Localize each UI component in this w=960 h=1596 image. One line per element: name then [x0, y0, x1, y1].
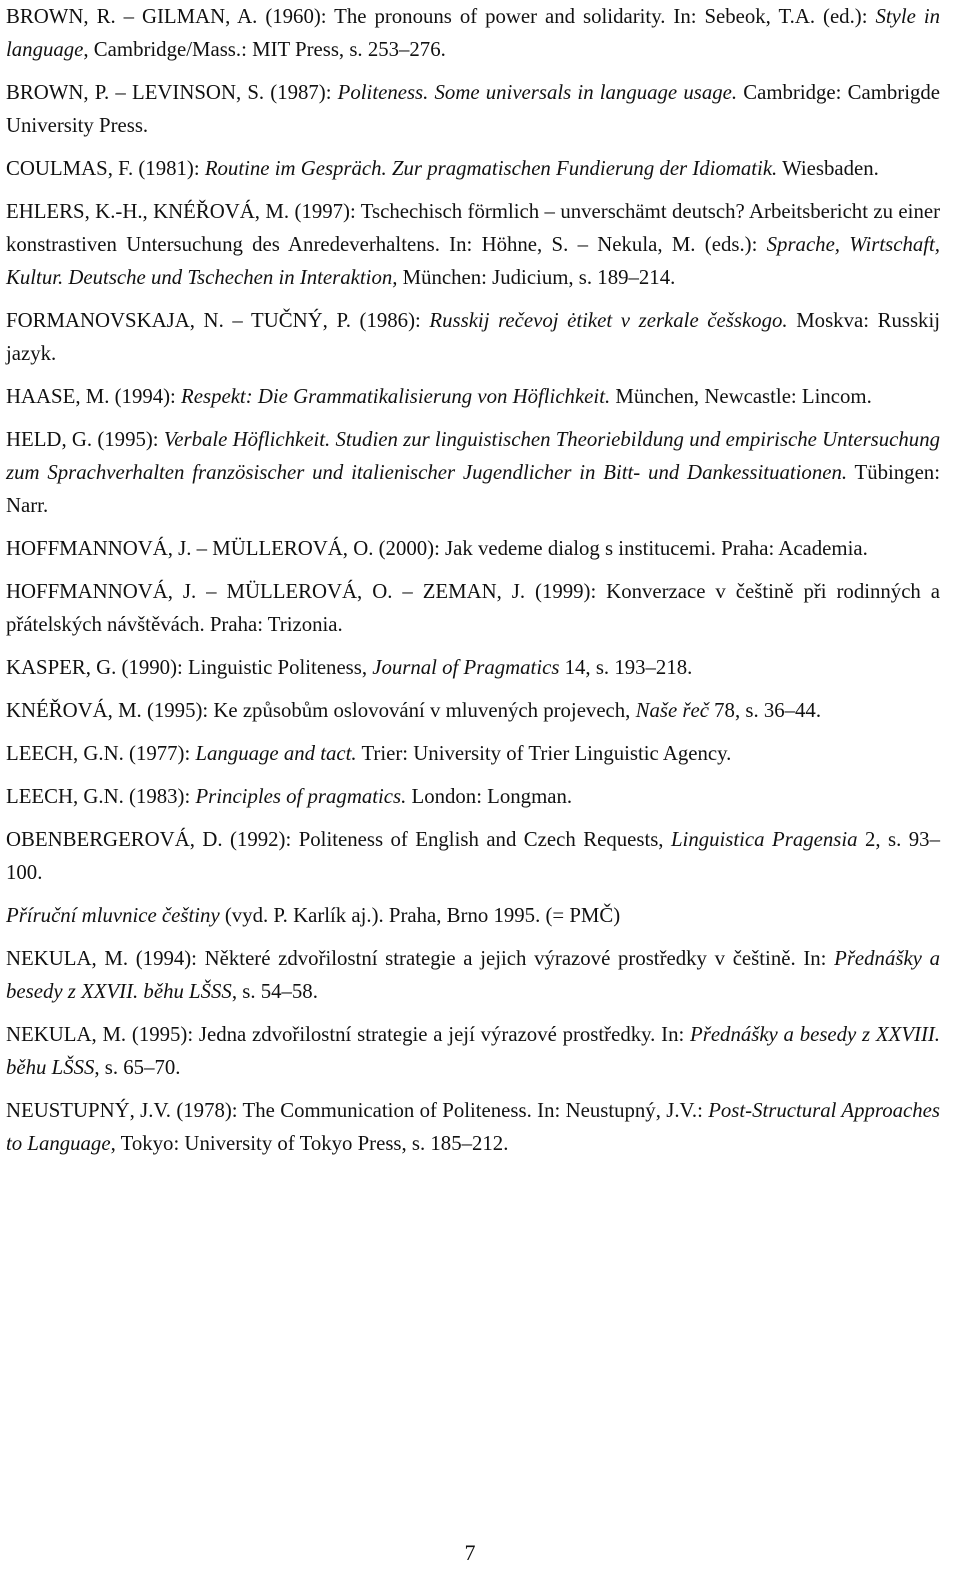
entry-italic-text: Journal of Pragmatics — [372, 656, 560, 679]
entry-text: Wiesbaden. — [777, 157, 879, 180]
entry-text: , s. 54–58. — [231, 980, 318, 1003]
entry-italic-text: Respekt: Die Grammatikalisierung von Höflichkeit. — [181, 385, 611, 408]
entry-text: NEKULA, M. (1995): Jedna zdvořilostní strategie a její výrazové prostředky. In: — [6, 1023, 691, 1046]
entry-italic-text: Politeness. Some universals in language usage. — [337, 81, 738, 104]
entry-text: München, Newcastle: Lincom. — [610, 385, 872, 408]
bibliography-entry — [6, 152, 940, 185]
bibliography-list — [6, 0, 940, 1170]
bibliography-entry — [6, 1094, 940, 1160]
entry-text: KNÉŘOVÁ, M. (1995): Ke způsobům oslovování v mluvených projevech, — [6, 699, 636, 722]
entry-text: Cambridge: Cambrigde University Press. — [6, 81, 941, 137]
bibliography-entry — [6, 532, 940, 565]
bibliography-entry — [6, 1018, 940, 1084]
entry-italic-text: Style in language — [6, 5, 940, 61]
bibliography-entry — [6, 76, 940, 142]
entry-text: 14, s. 193–218. — [559, 656, 693, 679]
bibliography-entry — [6, 694, 940, 727]
entry-text: LEECH, G.N. (1983): — [6, 785, 196, 808]
entry-text: 2, s. 93–100. — [6, 828, 940, 884]
entry-text: 78, s. 36–44. — [708, 699, 822, 722]
entry-text: London: Longman. — [406, 785, 573, 808]
entry-italic-text: Routine im Gespräch. Zur pragmatischen Fundierung der Idiomatik. — [204, 157, 778, 180]
entry-text: LEECH, G.N. (1977): — [6, 742, 196, 765]
entry-text: Tübingen: Narr. — [6, 461, 940, 517]
entry-italic-text: Linguistica Pragensia — [670, 828, 858, 851]
entry-text: BROWN, P. – LEVINSON, S. (1987): — [6, 81, 338, 104]
bibliography-entry — [6, 651, 940, 684]
entry-italic-text: Language and tact. — [195, 742, 357, 765]
entry-text: , Tokyo: University of Tokyo Press, s. 185–212. — [110, 1132, 509, 1155]
entry-italic-text: Přednášky a besedy z XXVIII. běhu LŠSS — [6, 1023, 940, 1079]
entry-text: , s. 65–70. — [94, 1056, 181, 1079]
entry-text: NEUSTUPNÝ, J.V. (1978): The Communication of Politeness. In: Neustupný, J.V.: — [6, 1099, 709, 1122]
bibliography-entry — [6, 899, 940, 932]
entry-italic-text: Přednášky a besedy z XXVII. běhu LŠSS — [6, 947, 940, 1003]
entry-text: BROWN, R. – GILMAN, A. (1960): The pronouns of power and solidarity. In: Sebeok, T.A. (ed.): — [6, 5, 876, 28]
entry-text: HOFFMANNOVÁ, J. – MÜLLEROVÁ, O. (2000): Jak vedeme dialog s institucemi. Praha: Academia. — [6, 537, 868, 560]
entry-italic-text: Sprache, Wirtschaft, Kultur. Deutsche und Tschechen in Interaktion, — [6, 233, 941, 289]
entry-text: COULMAS, F. (1981): — [6, 157, 205, 180]
bibliography-entry — [6, 304, 940, 370]
entry-text: , Cambridge/Mass.: MIT Press, s. 253–276. — [83, 38, 446, 61]
bibliography-entry — [6, 780, 940, 813]
entry-text: HAASE, M. (1994): — [6, 385, 182, 408]
entry-italic-text: Russkij rečevoj ėtiket v zerkale češskogo. — [429, 309, 788, 332]
page-number: 7 — [464, 1540, 476, 1565]
entry-text: HOFFMANNOVÁ, J. – MÜLLEROVÁ, O. – ZEMAN, J. (1999): Konverzace v češtině při rodinných a přátelských návštěvách. Praha: Trizonia. — [6, 580, 940, 636]
bibliography-entry — [6, 942, 940, 1008]
entry-text: KASPER, G. (1990): Linguistic Politeness, — [6, 656, 373, 679]
bibliography-entry — [6, 195, 940, 294]
entry-text: HELD, G. (1995): — [6, 428, 164, 451]
entry-text: NEKULA, M. (1994): Některé zdvořilostní strategie a jejich výrazové prostředky v češtině. In: — [6, 947, 835, 970]
entry-italic-text: Naše řeč — [635, 699, 709, 722]
entry-text: Moskva: Russkij jazyk. — [6, 309, 941, 365]
entry-text: München: Judicium, s. 189–214. — [397, 266, 676, 289]
bibliography-entry — [6, 380, 940, 413]
bibliography-entry — [6, 575, 940, 641]
bibliography-entry — [6, 823, 940, 889]
entry-italic-text: Post-Structural Approaches to Language — [6, 1099, 940, 1155]
bibliography-entry — [6, 737, 940, 770]
bibliography-entry — [6, 0, 940, 66]
entry-italic-text: Verbale Höflichkeit. Studien zur linguistischen Theoriebildung und empirische Untersuchung zum Sprachverhalten französischer und italienischer Jugendlicher in Bitt- und Dankessituationen. — [6, 428, 940, 484]
entry-text: (vyd. P. Karlík aj.). Praha, Brno 1995. (= PMČ) — [219, 904, 621, 927]
entry-italic-text: Principles of pragmatics. — [195, 785, 407, 808]
entry-text: Trier: University of Trier Linguistic Agency. — [356, 742, 732, 765]
entry-text: EHLERS, K.-H., KNÉŘOVÁ, M. (1997): Tschechisch förmlich – unverschämt deutsch? Arbeitsbericht zu einer konstrastiven Untersuchung des Anredeverhaltens. In: Höhne, S. – Nekula, M. (eds.): — [6, 200, 940, 256]
entry-italic-text: Příruční mluvnice češtiny — [6, 904, 220, 927]
entry-text: OBENBERGEROVÁ, D. (1992): Politeness of English and Czech Requests, — [6, 828, 671, 851]
entry-text: FORMANOVSKAJA, N. – TUČNÝ, P. (1986): — [6, 309, 430, 332]
bibliography-entry — [6, 423, 940, 522]
